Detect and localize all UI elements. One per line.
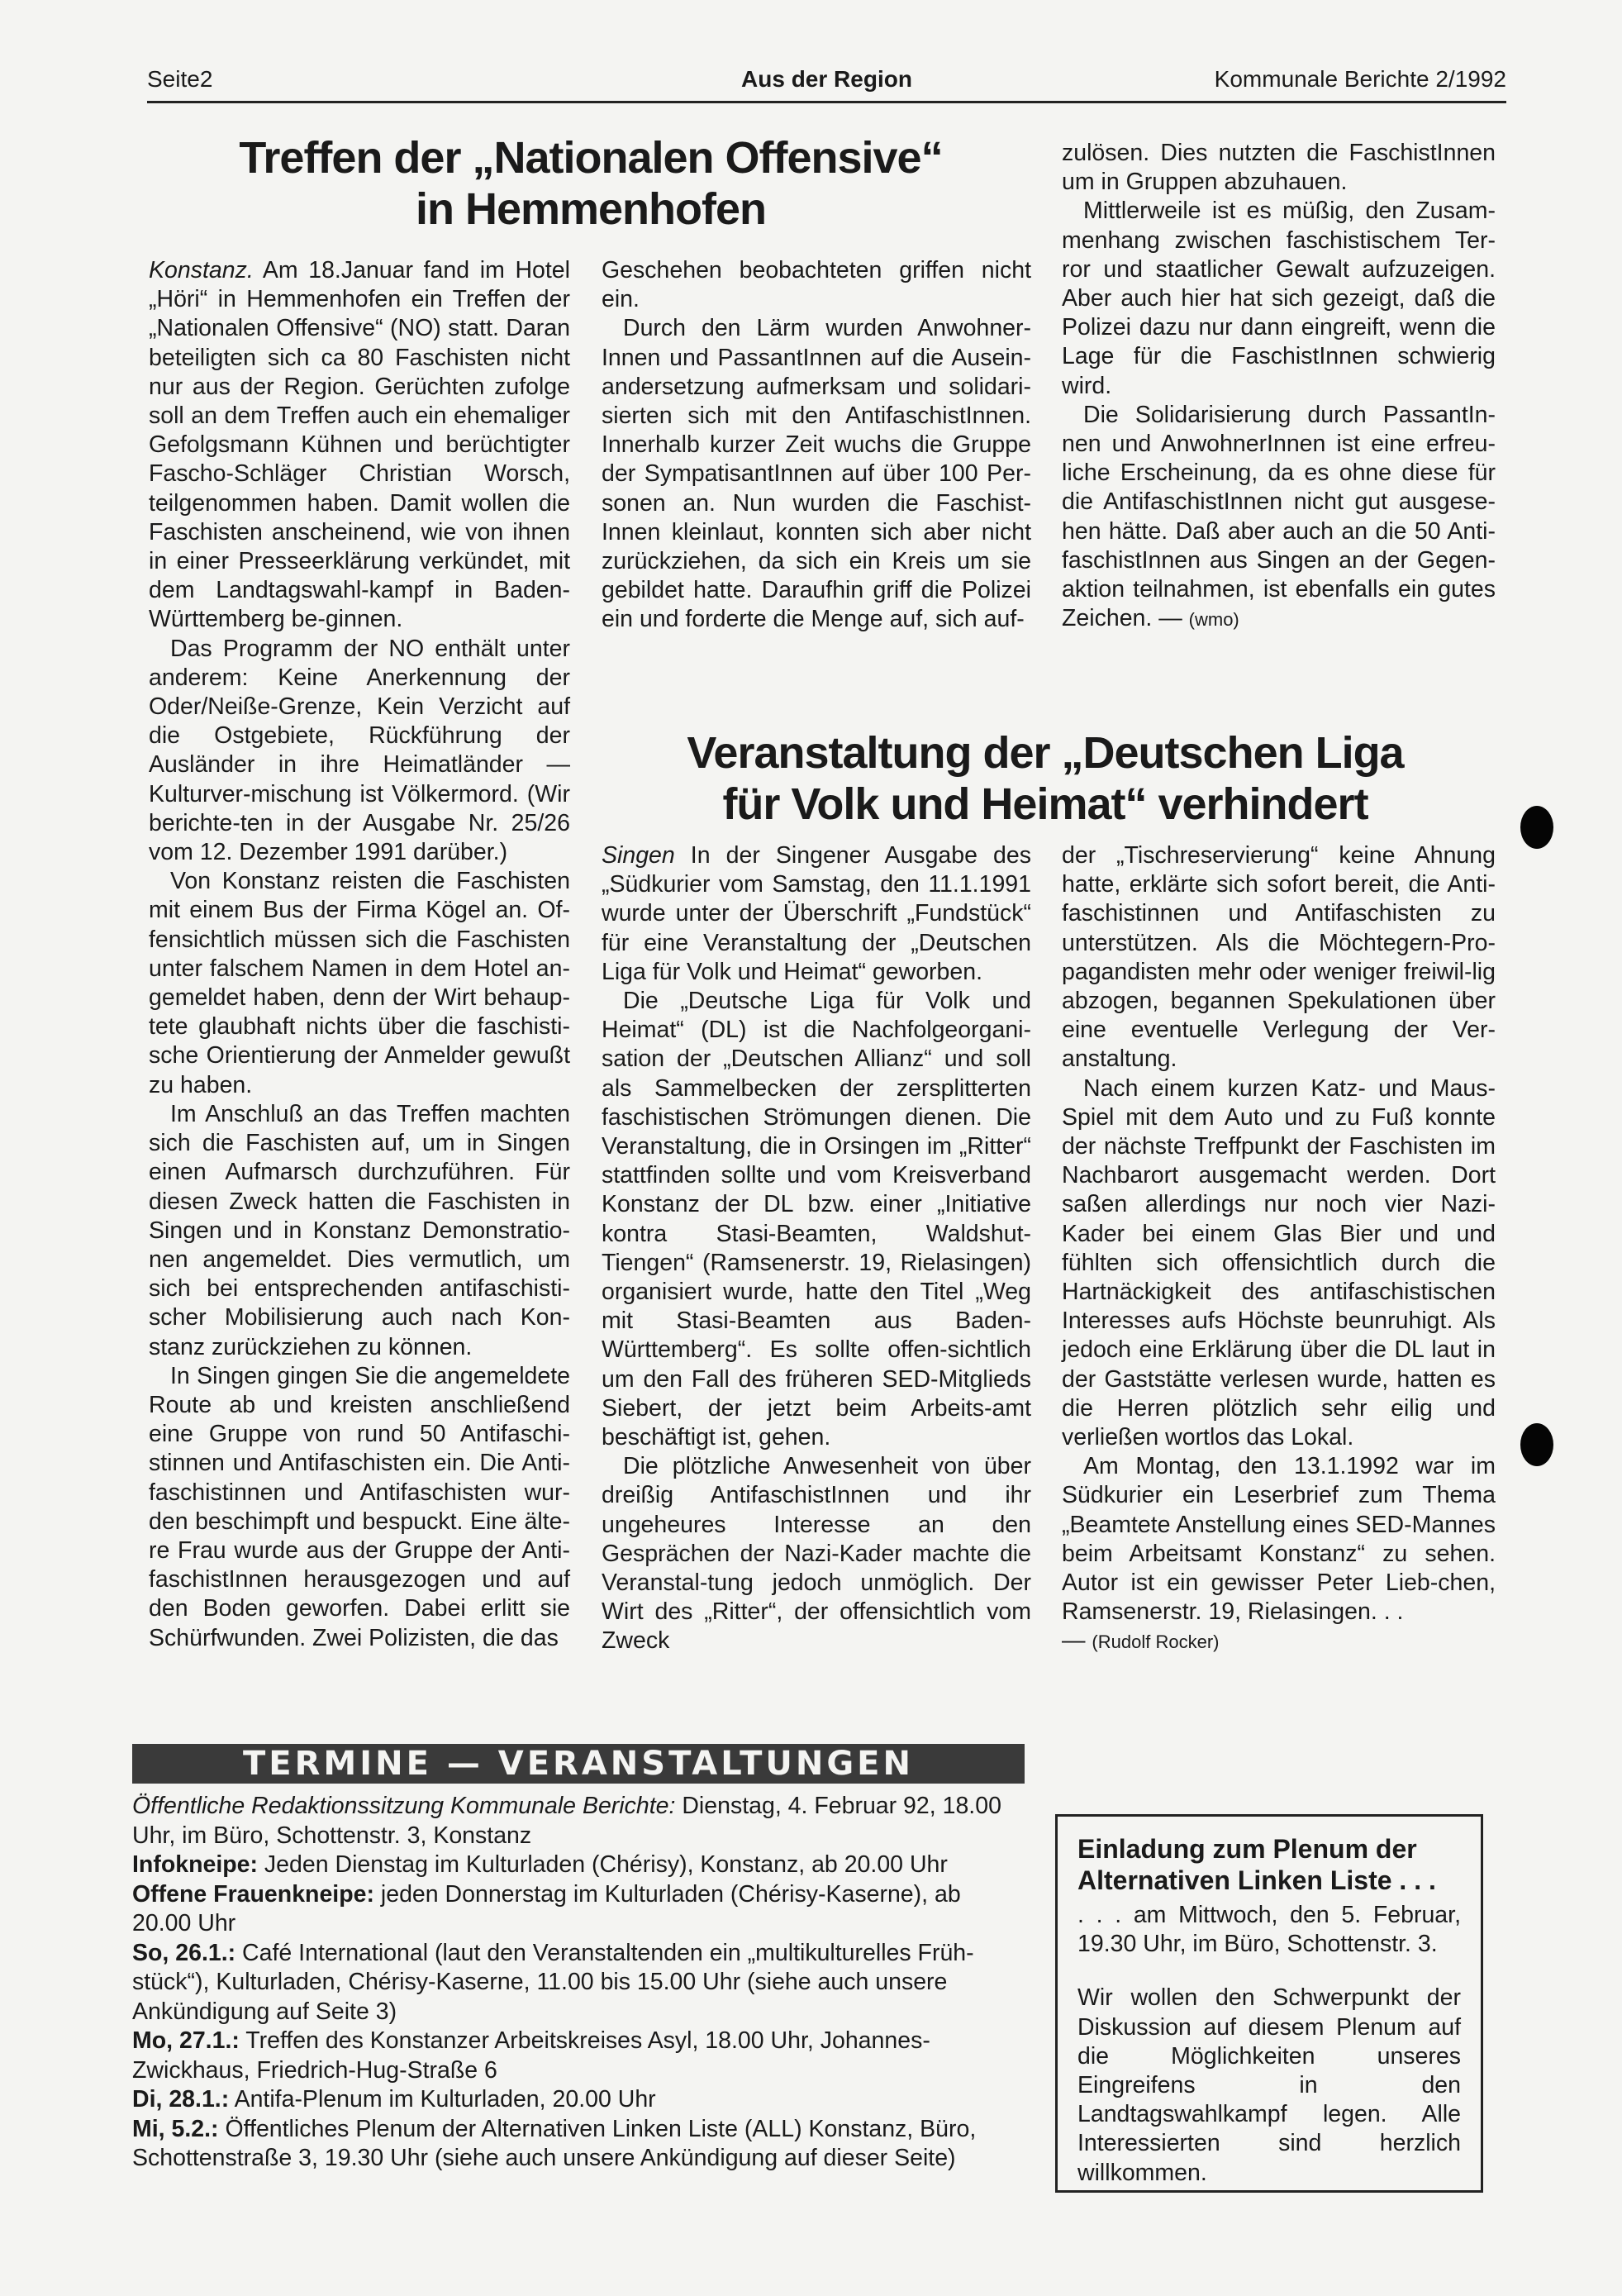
event-item: [132, 2085, 1025, 2115]
paragraph-text: Das Programm der NO enthält unter anderem: Keine Anerkennung der Oder/Neiße-Grenze, Kein Verzicht auf die Ostgebiete, Rückführung der Ausländer in ihre Heimatländer — Kulturver-mischung ist Völkermord. (Wir berichte-ten in der Ausgabe Nr. 25/26 vom 12. Dezember 1991 darüber.): [149, 635, 570, 866]
paragraph-text: Die Solidarisierung durch PassantIn-nen und AnwohnerInnen ist eine erfreu-liche Erscheinung, da es ohne diese für die AntifaschistInnen nicht gut ausgese-hen hätte. Daß aber auch an die 50 Anti-faschistInnen aus Singen an der Gegen-aktion teilnahmen, ist ebenfalls ein gutes Zeichen. —: [1062, 401, 1496, 632]
dateline: Konstanz.: [149, 257, 254, 283]
paragraph: [602, 841, 1031, 987]
paragraph: [149, 256, 570, 635]
page-number: Seite2: [147, 66, 213, 92]
page-header: [147, 60, 1506, 103]
paragraph-text: Nach einem kurzen Katz- und Maus-Spiel mit dem Auto und zu Fuß konnte der nächste Treffpunkt der Faschisten im Nachbarort ausgemacht werden. Dort saßen allerdings nur noch vier Nazi-Kader bei einem Glas Bier und und fühlten sich offensichtlich durch die Hartnäckigkeit des antifaschistischen Interesses aufs Höchste beunruhigt. Als jedoch eine Erklärung über die DL laut in der Gaststätte verlesen wurde, hatten es die Herren plötzlich sehr eilig und verließen wortlos das Lokal.: [1062, 1074, 1496, 1451]
article1-column-1: [149, 256, 570, 1653]
paragraph-text: In der Singener Ausgabe des „Südkurier vom Samstag, den 11.1.1991 wurde unter der Überschrift „Fundstück“ für eine Veranstaltung der „Deutschen Liga für Volk und Heimat“ geworben.: [602, 842, 1031, 985]
paragraph-text: Die plötzliche Anwesenheit von über dreißig AntifaschistInnen und ihr ungeheures Interesse an den Gesprächen der Nazi-Kader machte die Veranstal-tung jedoch unmöglich. Der Wirt des „Ritter“, der offensichtlich vom Zweck: [602, 1453, 1031, 1655]
author-signature: (Rudolf Rocker): [1092, 1631, 1220, 1653]
paragraph: [602, 987, 1031, 1452]
paragraph: [1062, 1452, 1496, 1627]
event-label: So, 26.1.:: [132, 1939, 236, 1966]
paragraph: [602, 256, 1031, 314]
invitation-date: . . . am Mittwoch, den 5. Februar, 19.30 Uhr, im Büro, Schottenstr. 3.: [1077, 1902, 1461, 1958]
punch-hole-icon: [1520, 1423, 1553, 1466]
paragraph-text: der „Tischreservierung“ keine Ahnung hatte, erklärte sich sofort bereit, die Anti-faschistinnen und Antifaschisten zu unterstützen. Als die Möchtegern-Pro-pagandisten mehr oder weniger freiwil-lig abzogen, begannen Spekulationen über eine eventuelle Verlegung der Ver-anstaltung.: [1062, 842, 1496, 1073]
paragraph: [602, 1452, 1031, 1655]
paragraph-text: Im Anschluß an das Treffen machten sich die Faschisten auf, um in Singen einen Aufmarsch durchzuführen. Für diesen Zweck hatten die Faschisten in Singen und in Konstanz Demonstratio-nen angemeldet. Dies vermutlich, um sich bei entsprechenden antifaschisti-scher Mobilisierung auch nach Kon-stanz zurückziehen zu können.: [149, 1100, 570, 1360]
paragraph-text: In Singen gingen Sie die angemeldete Route ab und kreisten anschließend eine Gruppe von rund 50 Antifaschi-stinnen und Antifaschisten ein. Die Anti-faschistinnen und Antifaschisten wur-den beschimpft und bespuckt. Eine älte-re Frau wurde aus der Gruppe der Anti-faschistInnen herausgezogen und auf den Boden geworfen. Dabei erlitt sie Schürfwunden. Zwei Polizisten, die das: [149, 1362, 570, 1651]
plenum-invitation-box: [1055, 1814, 1483, 2193]
paragraph-text: Die „Deutsche Liga für Volk und Heimat“ (DL) ist die Nachfolgeorgani-sation der „Deutschen Allianz“ und soll als Sammelbecken der zersplitterten faschistischen Strömungen dienen. Die Veranstaltung, die in Orsingen im „Ritter“ stattfinden sollte und vom Kreisverband Konstanz der DL bzw. einer „Initiative kontra Stasi-Beamten, Waldshut-Tiengen“ (Ramsenerstr. 19, Rielasingen) organisiert wurde, hatte den Titel „Weg mit Stasi-Beamten aus Baden-Württemberg“. Es sollte offen-sichtlich um den Fall des früheren SED-Mitglieds Siebert, der jetzt beim Arbeits-amt beschäftigt ist, gehen.: [602, 988, 1031, 1451]
paragraph: [149, 635, 570, 868]
event-item: [132, 2027, 1025, 2085]
article1-headline: [149, 132, 1033, 235]
punch-hole-icon: [1520, 806, 1553, 849]
paragraph-text: —: [1062, 1627, 1086, 1655]
paragraph: [602, 314, 1031, 634]
author-signature: (wmo): [1188, 609, 1239, 631]
event-label: Offene Frauenkneipe:: [132, 1880, 374, 1908]
article1-title-line2: in Hemmenhofen: [415, 184, 767, 234]
event-item: [132, 2115, 1025, 2174]
paragraph-text: Am Montag, den 13.1.1992 war im Südkurier ein Leserbrief zum Thema „Beamtete Anstellung eines SED-Mannes beim Arbeitsamt Konstanz“ zu sehen. Autor ist ein gewisser Peter Lieb-chen, Ramsenerstr. 19, Rielasingen. . .: [1062, 1453, 1496, 1626]
event-label: Öffentliche Redaktionssitzung Kommunale Berichte:: [132, 1793, 676, 1819]
event-details: Jeden Dienstag im Kulturladen (Chérisy), Konstanz, ab 20.00 Uhr: [258, 1851, 948, 1878]
paragraph: [149, 1362, 570, 1653]
paragraph: [1062, 401, 1496, 635]
paragraph: [1062, 1074, 1496, 1453]
event-label: Di, 28.1.:: [132, 2086, 230, 2113]
termine-list: [132, 1792, 1025, 2174]
paragraph-text: zulösen. Dies nutzten die FaschistInnen um in Gruppen abzuhauen.: [1062, 140, 1496, 196]
event-item: [132, 1851, 1025, 1880]
event-details: Dienstag, 4. Februar 92, 18.00 Uhr, im Büro, Schottenstr. 3, Konstanz: [132, 1793, 1001, 1849]
article2-title-line2: für Volk und Heimat“ verhindert: [722, 779, 1368, 829]
event-label: Infokneipe:: [132, 1851, 259, 1878]
article2-column-1: [602, 841, 1031, 1656]
paragraph: [149, 1100, 570, 1362]
article1-column-2: [602, 256, 1031, 635]
invitation-text: Wir wollen den Schwerpunkt der Diskussion auf diesem Plenum auf die Möglichkeiten unseres Eingreifens in den Landtagswahlkampf legen. Alle Interessierten sind herzlich willkommen.: [1077, 1984, 1461, 2186]
termine-banner: TERMINE — VERANSTALTUNGEN: [132, 1744, 1025, 1784]
event-label: Mi, 5.2.:: [132, 2115, 219, 2142]
article2-title-line1: Veranstaltung der „Deutschen Liga: [687, 728, 1404, 778]
paragraph-text: Geschehen beobachteten griffen nicht ein.: [602, 257, 1031, 313]
event-label: Mo, 27.1.:: [132, 2027, 240, 2054]
paragraph: [149, 867, 570, 1100]
event-details: Antifa-Plenum im Kulturladen, 20.00 Uhr: [229, 2086, 656, 2113]
paragraph-text: Durch den Lärm wurden Anwohner-Innen und PassantInnen auf die Ausein-andersetzung aufmerksam und solidari-sierten sich mit den AntifaschistInnen. Innerhalb kurzer Zeit wuchs die Gruppe der SympatisantInnen auf über 100 Per-sonen an. Nun wurden die Faschist-Innen kleinlaut, konnten sich aber nicht zurückziehen, da sich ein Kreis um sie gebildet hatte. Daraufhin griff die Polizei ein und forderte die Menge auf, sich auf-: [602, 315, 1031, 633]
event-item: [132, 1939, 1025, 2027]
dateline: Singen: [602, 842, 675, 869]
paragraph-text: Mittlerweile ist es müßig, den Zusam-menhang zwischen faschistischem Ter-ror und staatlicher Gewalt aufzuzeigen. Aber auch hier hat sich gezeigt, daß die Polizei dazu nur dann eingreift, wenn die Lage für die FaschistInnen schwierig wird.: [1062, 198, 1496, 399]
event-details: Öffentliches Plenum der Alternativen Linken Liste (ALL) Konstanz, Büro, Schottenstraße 3, 19.30 Uhr (siehe auch unsere Ankündigung auf dieser Seite): [132, 2115, 977, 2171]
paragraph: [1062, 139, 1496, 197]
article1-title-line1: Treffen der „Nationalen Offensive“: [239, 133, 943, 183]
article1-column-3: [1062, 139, 1496, 634]
event-details: jeden Donnerstag im Kulturladen (Chérisy-Kaserne), ab 20.00 Uhr: [132, 1880, 961, 1936]
section-title: Aus der Region: [741, 66, 912, 92]
paragraph: [1062, 197, 1496, 400]
article2-column-2: [1062, 841, 1496, 1657]
paragraph: [1062, 1627, 1496, 1656]
event-item: [132, 1880, 1025, 1939]
publication-issue: Kommunale Berichte 2/1992: [1214, 66, 1506, 92]
paragraph-text: Von Konstanz reisten die Faschisten mit einem Bus der Firma Kögel an. Of-fensichtlich müssen sich die Faschisten unter falschem Namen in dem Hotel an-gemeldet haben, denn der Wirt behaup-tete glaubhaft nichts über die faschisti-sche Orientierung der Anmelder gewußt zu haben.: [149, 868, 570, 1098]
paragraph: [1062, 841, 1496, 1074]
event-details: Café International (laut den Veranstaltenden ein „multikulturelles Früh-stück“), Kulturladen, Chérisy-Kaserne, 11.00 bis 15.00 Uhr (siehe auch unsere Ankündigung auf Seite 3): [132, 1939, 974, 2025]
event-item: [132, 1792, 1025, 1851]
invitation-title: Einladung zum Plenum der Alternativen Linken Liste . . .: [1077, 1834, 1436, 1895]
paragraph-text: Am 18.Januar fand im Hotel „Höri“ in Hemmenhofen ein Treffen der „Nationalen Offensive“ (NO) statt. Daran beteiligten sich ca 80 Faschisten nicht nur aus der Region. Gerüchten zufolge soll an dem Treffen auch ein ehemaliger Gefolgsmann Kühnen und berüchtigter Fascho-Schläger Christian Worsch, teilgenommen haben. Damit wollen die Faschisten anscheinend, wie von ihnen in einer Presseerklärung verkündet, mit dem Landtagswahl-kampf in Baden-Württemberg be-ginnen.: [149, 257, 570, 633]
event-details: Treffen des Konstanzer Arbeitskreises Asyl, 18.00 Uhr, Johannes-Zwickhaus, Friedrich-Hug-Straße 6: [132, 2027, 930, 2084]
article2-headline: [595, 727, 1496, 830]
